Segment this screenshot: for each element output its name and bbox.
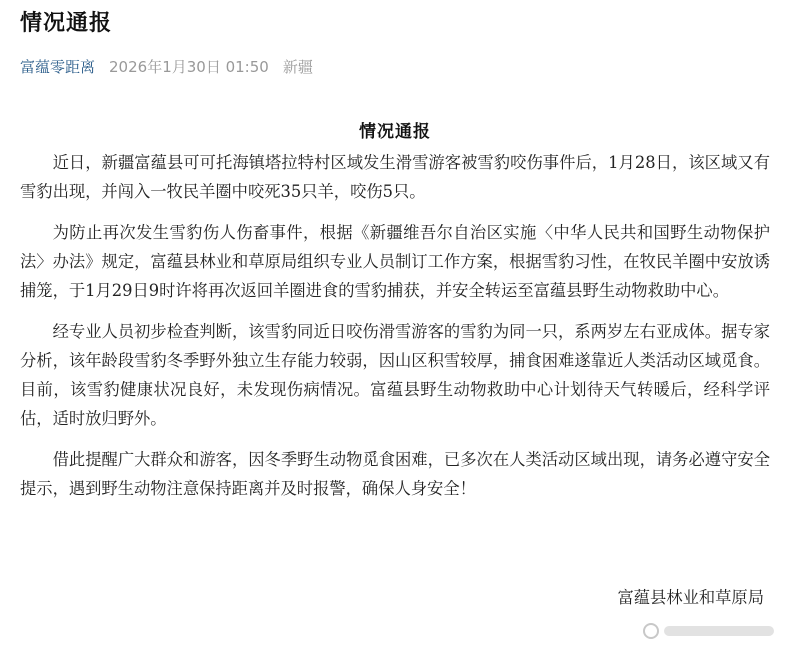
publish-date: 2026年1月30日 01:50 [109, 58, 269, 76]
watermark-logo [642, 620, 782, 642]
publish-region: 新疆 [282, 58, 313, 76]
article-headline: 情况通报 [20, 11, 113, 36]
document-title: 情况通报 [359, 122, 431, 142]
document-body [20, 148, 770, 515]
signature: 富蕴县林业和草原局 [617, 588, 764, 607]
source-account-link[interactable]: 富蕴零距离 [20, 58, 96, 76]
paragraph: 为防止再次发生雪豹伤人伤畜事件，根据《新疆维吾尔自治区实施〈中华人民共和国野生动物保护法〉办法》规定，富蕴县林业和草原局组织专业人员制订工作方案，根据雪豹习性，在牧民羊圈中安放诱捕笼，于1月29日9时许将再次返回羊圈进食的雪豹捕获，并安全转运至富蕴县野生动物救助中心。 [20, 223, 770, 300]
paragraph: 近日，新疆富蕴县可可托海镇塔拉特村区域发生滑雪游客被雪豹咬伤事件后，1月28日，该区域又有雪豹出现，并闯入一牧民羊圈中咬死35只羊，咬伤5只。 [20, 153, 770, 201]
paragraph: 经专业人员初步检查判断，该雪豹同近日咬伤滑雪游客的雪豹为同一只，系两岁左右亚成体。据专家分析，该年龄段雪豹冬季野外独立生存能力较弱，因山区积雪较厚，捕食困难遂靠近人类活动区域觅食。目前，该雪豹健康状况良好，未发现伤病情况。富蕴县野生动物救助中心计划待天气转暖后，经科学评估，适时放归野外。 [20, 322, 770, 428]
paragraph: 借此提醒广大群众和游客，因冬季野生动物觅食困难，已多次在人类活动区域出现，请务必遵守安全提示，遇到野生动物注意保持距离并及时报警，确保人身安全！ [20, 450, 770, 498]
article-meta [20, 56, 313, 77]
